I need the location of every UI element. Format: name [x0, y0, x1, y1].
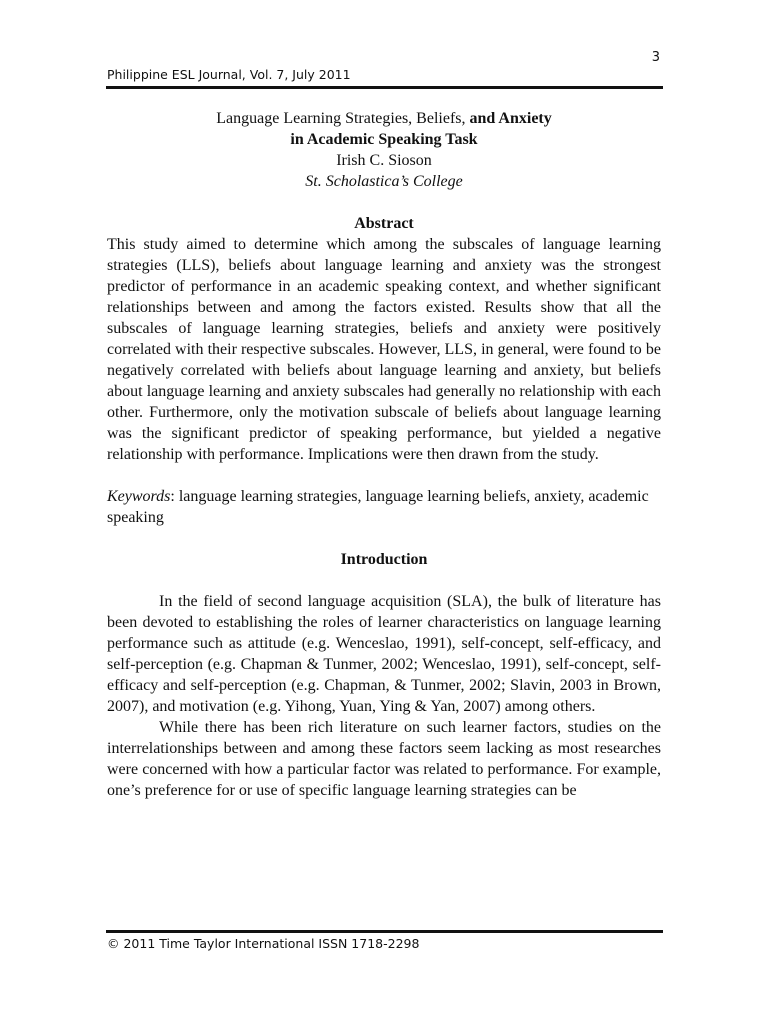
- article-body: [107, 108, 661, 801]
- keywords: [107, 486, 661, 528]
- abstract-heading: Abstract: [354, 215, 414, 232]
- page-number: 3: [651, 50, 660, 65]
- keywords-label: Keywords: [107, 488, 171, 505]
- title-bold: and Anxiety: [469, 110, 552, 127]
- introduction-paragraph-2: While there has been rich literature on such learner factors, studies on the interrelationships between and among these factors seem lacking as most researches were concerned with how a particular factor was related to performance. For example, one’s preference for or use of specific language learning strategies can be: [107, 719, 661, 799]
- introduction-heading: Introduction: [340, 551, 428, 568]
- article-title-line-1: [107, 108, 661, 129]
- author-name: Irish C. Sioson: [336, 152, 432, 169]
- title-block: [107, 108, 661, 192]
- header-rule: [106, 86, 663, 89]
- abstract-text: This study aimed to determine which among the subscales of language learning strategies (LLS), beliefs about language learning and anxiety was the strongest predictor of performance in an academic speaking context, and whether significant relationships between and among the factors existed. Results show that all the subscales of language learning strategies, beliefs and anxiety were positively correlated with their respective subscales. However, LLS, in general, were found to be negatively correlated with beliefs about language learning and anxiety, but beliefs about language learning and anxiety subscales had generally no relationship with each other. Furthermore, only the motivation subscale of beliefs about language learning was the significant predictor of speaking performance, but yielded a negative relationship with performance. Implications were then drawn from the study.: [107, 236, 661, 463]
- introduction-paragraph-1: In the field of second language acquisition (SLA), the bulk of literature has been devoted to establishing the roles of learner characteristics on language learning performance such as attitude (e.g. Wenceslao, 1991), self-concept, self-efficacy, and self-perception (e.g. Chapman & Tunmer, 2002; Wenceslao, 1991), self-concept, self-efficacy and self-perception (e.g. Chapman, & Tunmer, 2002; Slavin, 2003 in Brown, 2007), and motivation (e.g. Yihong, Yuan, Ying & Yan, 2007) among others.: [107, 593, 661, 715]
- keywords-text: : language learning strategies, language learning beliefs, anxiety, academic speaking: [107, 488, 649, 526]
- copyright-footer: © 2011 Time Taylor International ISSN 1718-2298: [107, 936, 420, 951]
- running-header: Philippine ESL Journal, Vol. 7, July 2011: [107, 67, 351, 82]
- footer-rule: [106, 930, 663, 933]
- title-regular: Language Learning Strategies, Beliefs,: [216, 110, 470, 127]
- author-affiliation: St. Scholastica’s College: [305, 173, 463, 190]
- article-title-line-2: in Academic Speaking Task: [290, 131, 478, 148]
